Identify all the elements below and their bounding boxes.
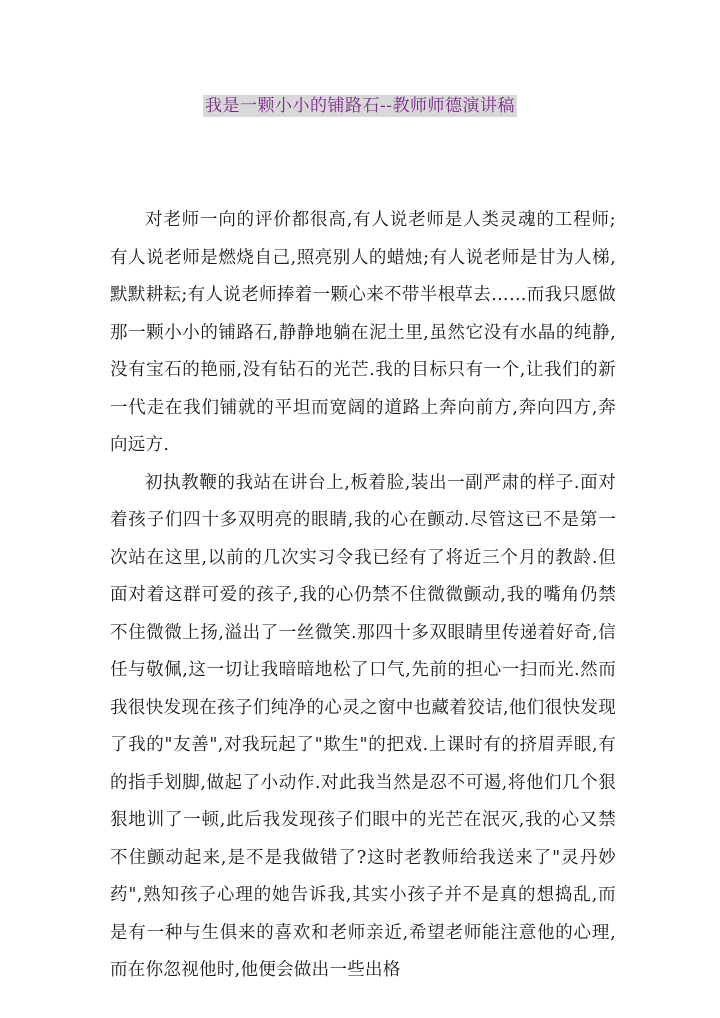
title-container — [0, 95, 720, 117]
paragraph-1: 对老师一向的评价都很高,有人说老师是人类灵魂的工程师;有人说老师是燃烧自己,照亮别人的蜡烛;有人说老师是甘为人梯,默默耕耘;有人说老师捧着一颗心来不带半根草去……而我只愿做那一颗小小的铺路石,静静地躺在泥土里,虽然它没有水晶的纯静,没有宝石的艳丽,没有钻石的光芒.我的目标只有一个,让我们的新一代走在我们铺就的平坦而宽阔的道路上奔向前方,奔向四方,奔向远方. — [110, 210, 616, 455]
paragraph-2: 初执教鞭的我站在讲台上,板着脸,装出一副严肃的样子.面对着孩子们四十多双明亮的眼睛,我的心在颤动.尽管这已不是第一次站在这里,以前的几次实习令我已经有了将近三个月的教龄.但面对着这群可爱的孩子,我的心仍禁不住微微颤动,我的嘴角仍禁不住微微上扬,溢出了一丝微笑.那四十多双眼睛里传递着好奇,信任与敬佩,这一切让我暗暗地松了口气,先前的担心一扫而光.然而我很快发现在孩子们纯净的心灵之窗中也藏着狡诘,他们很快发现了我的"友善",对我玩起了"欺生"的把戏.上课时有的挤眉弄眼,有的指手划脚,做起了小动作.对此我当然是忍不可遏,将他们几个狠狠地训了一顿,此后我发现孩子们眼中的光芒在泯灭,我的心又禁不住颤动起来,是不是我做错了?这时老教师给我送来了"灵丹妙药",熟知孩子心理的她告诉我,其实小孩子并不是真的想捣乱,而是有一种与生俱来的喜欢和老师亲近,希望老师能注意他的心理,而在你忽视他时,他便会做出一些出格 — [110, 472, 616, 980]
document-title: 我是一颗小小的铺路石--教师师德演讲稿 — [205, 96, 515, 116]
document-body — [110, 202, 616, 990]
